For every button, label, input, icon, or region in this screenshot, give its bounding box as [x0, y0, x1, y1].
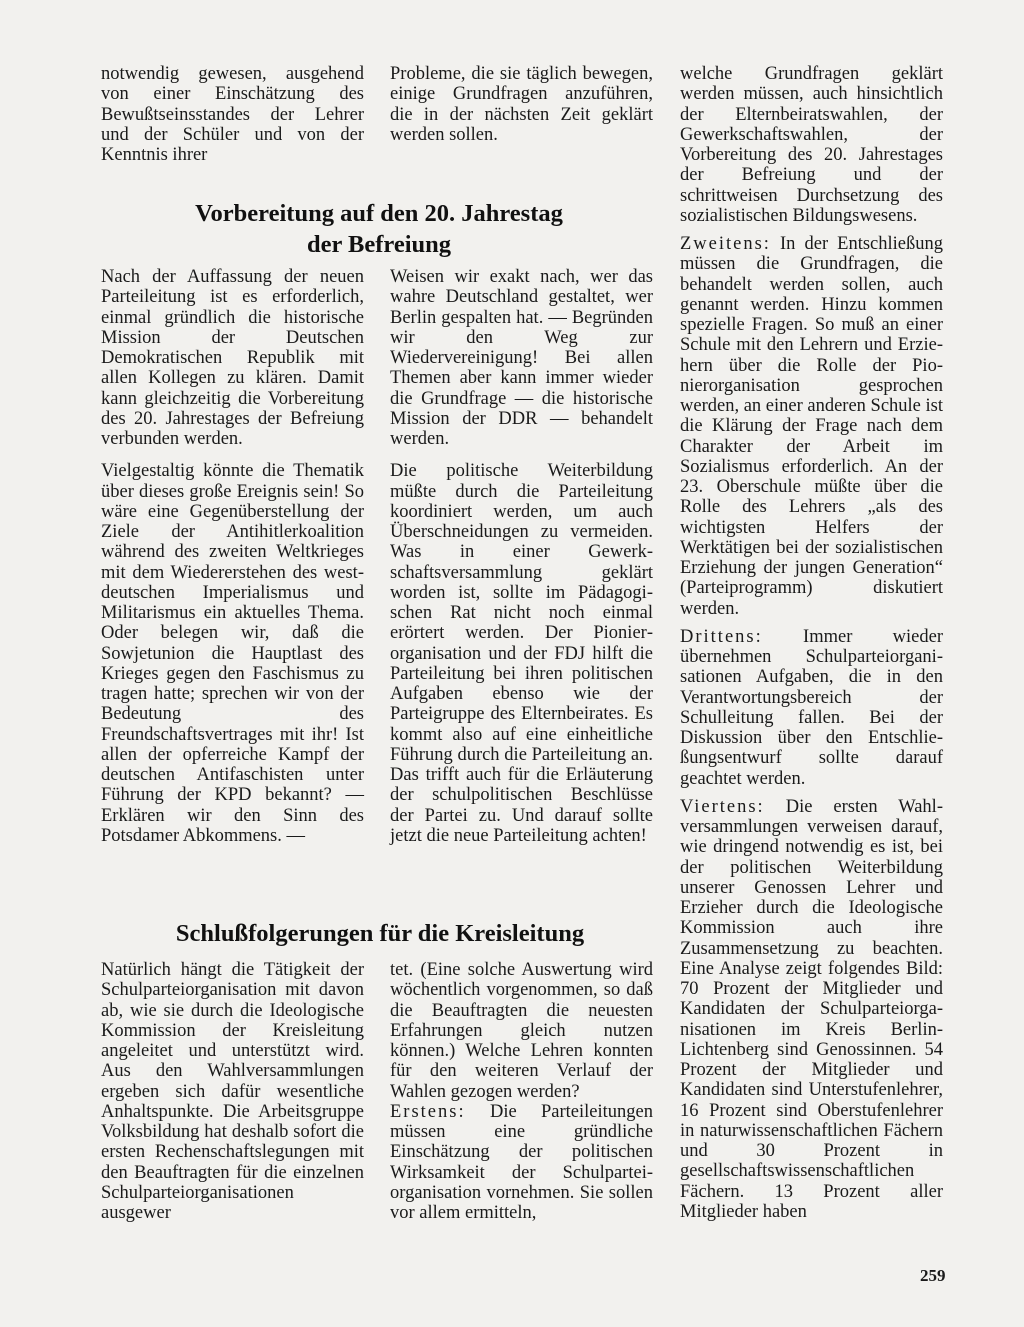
paragraph: welche Grundfragen geklärt werden müssen, auch hinsichtlich der Elternbeiratswahlen, der Gewerkschaftswahlen, der Vorbereitung des 20. Jahrestages der Befreiung und der schrittweisen Durchsetzung des sozialistischen Bildungswesens.: [680, 64, 943, 226]
section2-middle-column: [390, 960, 653, 1223]
section-heading-befreiung: [140, 198, 618, 260]
item-label: Viertens:: [680, 796, 765, 817]
top-middle-text: [390, 64, 653, 145]
heading-line: Schlußfolgerungen für die Kreisleitung: [175, 920, 585, 947]
paragraph: Die politische Weiterbildung müßte durch die Parteileitung koordiniert werden, um auch Überschneidungen zu vermeiden. Was in einer Gewerkschaftsversammlung geklärt worden ist, sollte im Pädagogischen Rat nicht noch einmal erörtert werden. Der Pionierorganisation und der FDJ hilft die Parteileitung bei ihren politischen Aufgaben ebenso wie der Parteigruppe des Elternbeirates. Es kommt also auf eine einheitliche Führung durch die Parteileitung an. Das trifft auch für die Erläuterung der schulpolitischen Beschlüsse der Partei zu. Und darauf sollte jetzt die neue Parteileitung achten!: [390, 461, 653, 846]
paragraph: notwendig gewesen, ausgehend von einer Einschätzung des Bewußtseinsstandes der Lehrer und der Schüler und von der Kenntnis ihrer: [101, 64, 364, 165]
item-label: Drittens:: [680, 626, 763, 647]
section1-left-column: [101, 267, 364, 846]
paragraph: [680, 627, 943, 789]
paragraph-text: Die ersten Wahlversammlungen verweisen darauf, wie dringend notwendig es ist, bei der politischen Weiterbildung unserer Genossen Lehrer und Erzieher durch die Ideologische Kommission auch ihre Zusammensetzung zu beachten. Eine Analyse zeigt folgendes Bild: 70 Prozent der Mitglieder und Kandidaten der Schulparteiorganisationen im Kreis Berlin-Lichtenberg sind Genossinnen. 54 Prozent der Mitglieder und Kandidaten sind Unterstufenlehrer, 16 Prozent sind Oberstufenlehrer in naturwissenschaftlichen Fächern und 30 Prozent in gesellschaftswissenschaftlichen Fächern. 13 Prozent aller Mitglieder haben: [680, 796, 943, 1222]
item-label: Zweitens:: [680, 234, 771, 254]
item-label: Erstens:: [390, 1101, 466, 1122]
section2-left-column: [101, 960, 364, 1223]
paragraph: tet. (Eine solche Auswertung wird wöchentlich vorgenommen, so daß die Beauftragten die neuesten Erfahrungen gleich nutzen können.) Welche Lehren konnten für den weiteren Verlauf der Wahlen gezogen werden?: [390, 960, 653, 1102]
paragraph: Nach der Auffassung der neuen Parteileitung ist es erforderlich, einmal gründlich die historische Mission der Deutschen Demokratischen Republik mit allen Kollegen zu klären. Damit kann gleichzeitig die Vorbereitung des 20. Jahrestages der Befreiung verbunden werden.: [101, 267, 364, 449]
paragraph: Probleme, die sie täglich bewegen, einige Grundfragen anzuführen, die in der nächsten Zeit geklärt werden sollen.: [390, 64, 653, 145]
paragraph: [390, 1102, 653, 1224]
paragraph-text: Die Parteileitungen müssen eine gründliche Einschätzung der politischen Wirksamkeit der Schulparteiorganisation vornehmen. Sie sollen vor allem ermitteln,: [390, 1101, 653, 1223]
paragraph: Natürlich hängt die Tätigkeit der Schulparteiorganisation mit davon ab, wie sie durch die Ideologische Kommission der Kreisleitung angeleitet und unterstützt wird. Aus den Wahlversammlungen ergeben sich dafür wesentliche Anhaltspunkte. Die Arbeitsgruppe Volksbildung hat deshalb sofort die ersten Rechenschaftslegungen mit den Beauftragten für die einzelnen Schulparteiorganisationen ausgewer: [101, 960, 364, 1223]
paragraph: Vielgestaltig könnte die Thematik über dieses große Ereignis sein! So wäre eine Gegenüberstellung der Ziele der Antihitlerkoalition während des zweiten Weltkrieges mit dem Wiedererstehen des westdeutschen Imperialismus und Militarismus ein aktuelles Thema. Oder belegen wir, daß die Sowjetunion die Hauptlast des Krieges gegen den Faschismus zu tragen hatte; sprechen wir von der Bedeutung des Freundschaftsvertrages mit ihr! Ist allen der opferreiche Kampf der deutschen Antifaschisten unter Führung der KPD bekannt? — Erklären wir den Sinn des Potsdamer Abkommens. —: [101, 461, 364, 846]
paragraph: Weisen wir exakt nach, wer das wahre Deutschland gestaltet, wer Berlin gespalten hat. — Begründen wir den Weg zur Wiedervereinigung! Bei allen Themen aber kann immer wieder die Grundfrage — die historische Mission der DDR — behandelt werden.: [390, 267, 653, 449]
top-left-text: [101, 64, 364, 165]
paragraph-text: In der Entschließung müssen die Grundfragen, die behandelt werden sollen, auch genannt werden. Hinzu kommen spezielle Fragen. So muß an einer Schule mit den Lehrern und Erziehern über die Rolle der Pionierorganisation gesprochen werden, an einer anderen Schule ist die Klärung der Frage nach dem Charakter der Arbeit im Sozialismus erforderlich. An der 23. Oberschule müßte über die Rolle des Lehrers „als des wichtigsten Helfers der Werktätigen bei der sozialistischen Erziehung der jungen Generation“ (Parteiprogramm) diskutiert werden.: [680, 234, 944, 619]
right-column: [680, 64, 943, 1222]
paragraph: [680, 797, 943, 1222]
heading-line: der Befreiung: [306, 231, 452, 258]
section1-middle-column: [390, 267, 653, 846]
heading-line: Vorbereitung auf den 20. Jahrestag: [195, 200, 563, 227]
paragraph: [680, 234, 943, 619]
paragraph-text: Immer wieder übernehmen Schulparteiorganisationen Aufgaben, die in den Verantwortungsbereich der Schulleitung fallen. Bei der Diskussion über den Entschließungsentwurf sollte darauf geachtet werden.: [680, 626, 943, 789]
section-heading-kreisleitung: [120, 918, 640, 949]
page-number: 259: [920, 1266, 946, 1285]
